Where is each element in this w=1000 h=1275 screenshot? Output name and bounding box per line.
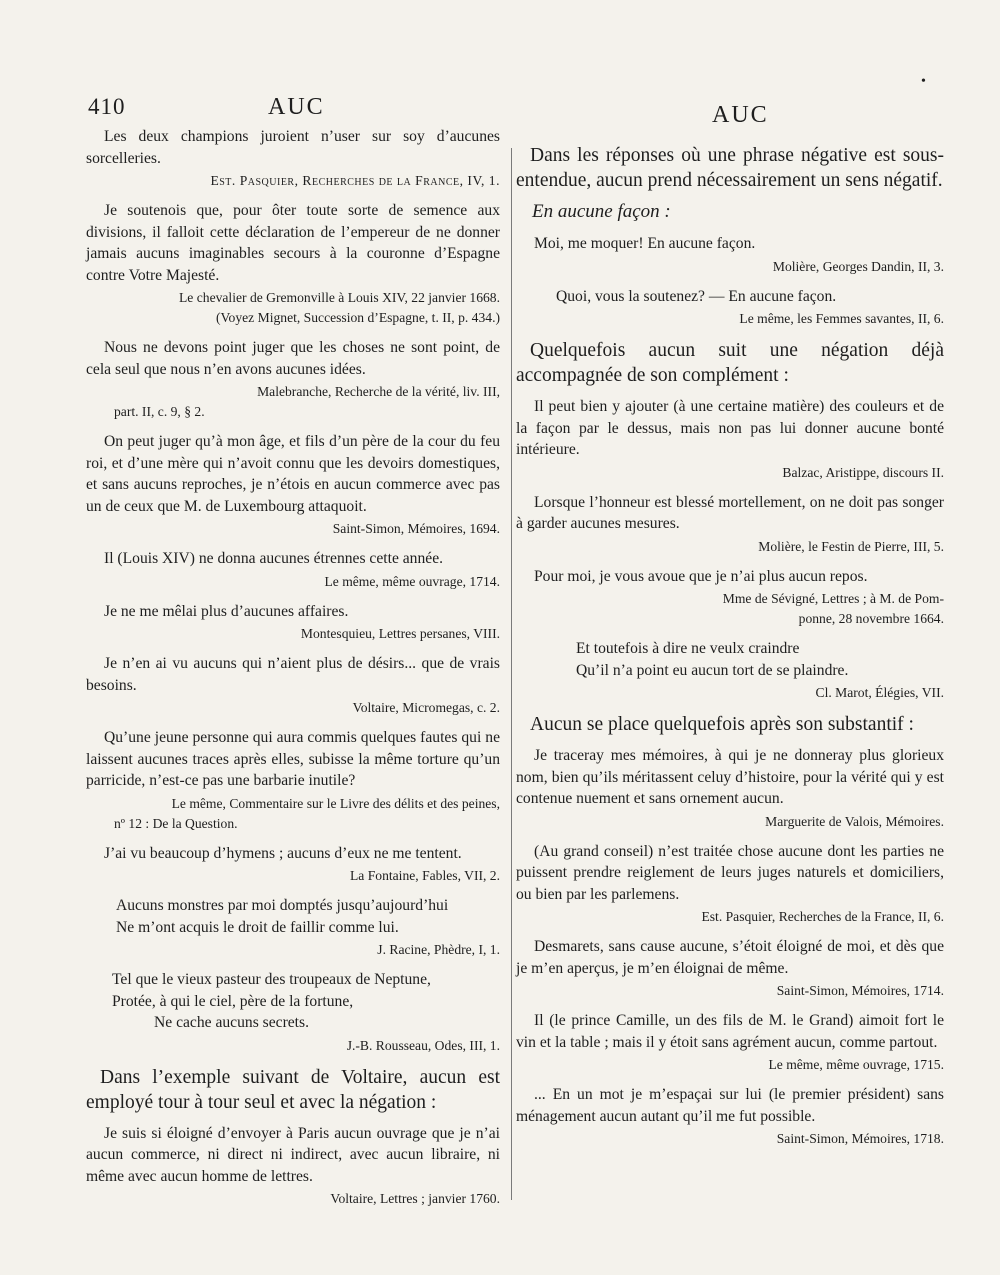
quote-citation: Le chevalier de Gremonville à Louis XIV, 22 janvier 1668. <box>179 290 500 305</box>
quote-citation: Malebranche, Recherche de la vérité, liv. III, <box>257 384 500 399</box>
quote-text: Il (le prince Camille, un des fils de M. le Grand) aimoit fort le vin et la table ; mais il y étoit sans agrément aucun, comme partout. <box>516 1012 944 1051</box>
quote-citation-secondary: nº 12 : De la Question. <box>114 815 238 831</box>
quote-text: (Au grand conseil) n’est traitée chose aucune dont les parties ne puissent prendre reiglement de leurs juges naturels et domiciliers, ou bien par les parlemens. <box>516 842 944 903</box>
quote-citation: Voltaire, Micromegas, c. 2. <box>352 700 500 715</box>
quote-malebranche <box>86 337 500 422</box>
quote-citation: Saint-Simon, Mémoires, 1714. <box>776 983 944 998</box>
right-column <box>516 143 944 1158</box>
quote-citation: J. Racine, Phèdre, I, 1. <box>377 942 500 957</box>
quote-citation-secondary: part. II, c. 9, § 2. <box>114 404 205 419</box>
quote-balzac <box>516 396 944 483</box>
quote-citation-secondary: ponne, 28 novembre 1664. <box>798 611 944 626</box>
section-heading: Aucun se place quelquefois après son substantif : <box>530 714 914 735</box>
quote-text: Les deux champions juroient n’user sur soy d’aucunes sorcelleries. <box>86 128 500 167</box>
quote-citation: Est. Pasquier, Recherches de la France, IV, 1. <box>210 173 500 188</box>
quote-voltaire-commentaire <box>86 727 500 834</box>
quote-citation: Le même, même ouvrage, 1714. <box>324 573 500 589</box>
quote-marguerite <box>516 745 944 832</box>
quote-moliere-dandin <box>516 233 944 277</box>
quote-pasquier-2 <box>516 841 944 928</box>
quote-citation: Saint-Simon, Mémoires, 1694. <box>332 521 500 536</box>
quote-text: Je traceray mes mémoires, à qui je ne donneray plus glorieux nom, bien qu’ils méritassent celuy d’histoire, pour la vérité qui y est contenue nuement et sans ornement aucun. <box>516 747 944 807</box>
quote-citation: Le même, Commentaire sur le Livre des délits et des peines, <box>171 795 500 811</box>
quote-text: Il (Louis XIV) ne donna aucunes étrennes cette année. <box>104 550 444 567</box>
quote-text: J’ai vu beaucoup d’hymens ; aucuns d’eux ne me tentent. <box>104 844 462 862</box>
quote-pasquier <box>86 126 500 191</box>
page-number: 410 <box>88 94 126 119</box>
quote-citation: Voltaire, Lettres ; janvier 1760. <box>330 1191 500 1206</box>
quote-citation: Saint-Simon, Mémoires, 1718. <box>776 1131 944 1146</box>
quote-saint-simon-1714 <box>86 548 500 592</box>
column-divider <box>511 148 512 1200</box>
stray-dot: • <box>921 74 926 89</box>
quote-saint-simon-camille <box>516 1010 944 1075</box>
verse-line: Ne m’ont acquis le droit de faillir comme lui. <box>116 918 399 936</box>
quote-montesquieu <box>86 601 500 645</box>
quote-sevigne <box>516 566 944 630</box>
quote-text: Qu’une jeune personne qui aura commis quelques fautes qui ne laissent aucunes traces après elles, subisse la même torture qu’un parricide, n’est-ce pas une barbarie inutile? <box>86 729 500 789</box>
quote-text: Quoi, vous la soutenez? — En aucune façon. <box>556 287 837 305</box>
quote-citation: Montesquieu, Lettres persanes, VIII. <box>300 626 500 641</box>
quote-rousseau <box>86 969 500 1056</box>
quote-text: On peut juger qu’à mon âge, et fils d’un père de la cour du feu roi, et d’une mère qui n’avoit connu que les devoirs domestiques, et sans aucuns reproches, je n’étois en aucun commerce avec pas un de ceux que M. de Luxembourg attaquoit. <box>86 433 500 515</box>
quote-text: Je ne me mêlai plus d’aucunes affaires. <box>104 602 349 620</box>
quote-text: Je suis si éloigné d’envoyer à Paris aucun ouvrage que je n’ai aucun commerce, ni direct ni indirect, avec aucun libraire, ni même avec aucun homme de lettres. <box>86 1124 500 1185</box>
verse-line: Qu’il n’a point eu aucun tort de se plaindre. <box>576 661 849 679</box>
quote-la-fontaine <box>86 843 500 887</box>
quote-text: Desmarets, sans cause aucune, s’étoit éloigné de moi, et dès que je m’en aperçus, je m’en éloignai de même. <box>516 938 944 977</box>
quote-saint-simon-president <box>516 1084 944 1149</box>
quote-saint-simon-1694 <box>86 431 500 539</box>
verse-line: Ne cache aucuns secrets. <box>154 1014 309 1031</box>
verse-line: Protée, à qui le ciel, père de la fortune, <box>112 992 354 1010</box>
quote-saint-simon-desmarets <box>516 936 944 1001</box>
quote-femmes-savantes <box>516 286 944 330</box>
quote-text: Je n’en ai vu aucuns qui n’aient plus de désirs... que de vrais besoins. <box>86 655 500 694</box>
sub-heading: En aucune façon : <box>532 201 671 222</box>
quote-racine <box>86 895 500 960</box>
quote-text: ... En un mot je m’espaçai sur lui (le premier président) sans ménagement aucun autant qu’il me fut possible. <box>516 1086 944 1125</box>
verse-line: Aucuns monstres par moi domptés jusqu’aujourd’hui <box>116 897 449 914</box>
quote-text: Je soutenois que, pour ôter toute sorte de semence aux divisions, il falloit cette déclaration de l’empereur de ne donner jamais aucuns imaginables secours à la couronne d’Espagne contre Votre Majesté. <box>86 202 500 284</box>
section-heading: Dans les réponses où une phrase négative est sous-entendue, aucun prend nécessairement un sens négatif. <box>516 145 944 191</box>
verse-line: Et toutefois à dire ne veulx craindre <box>576 640 800 657</box>
quote-citation: Molière, le Festin de Pierre, III, 5. <box>758 538 944 554</box>
verse-line: Tel que le vieux pasteur des troupeaux de Neptune, <box>112 971 431 988</box>
quote-citation: Le même, les Femmes savantes, II, 6. <box>739 311 944 326</box>
section-heading: Quelquefois aucun suit une négation déjà accompagnée de son complément : <box>516 340 944 386</box>
quote-citation: J.-B. Rousseau, Odes, III, 1. <box>346 1037 500 1053</box>
section-heading: Dans l’exemple suivant de Voltaire, aucun est employé tour à tour seul et avec la négation : <box>86 1066 500 1113</box>
quote-festin <box>516 492 944 557</box>
quote-voltaire-micromegas <box>86 653 500 718</box>
quote-citation: Molière, Georges Dandin, II, 3. <box>772 258 944 274</box>
quote-text: Nous ne devons point juger que les choses ne sont point, de cela seul que nous n’en avons aucunes idées. <box>86 339 500 378</box>
quote-citation-secondary: (Voyez Mignet, Succession d’Espagne, t. II, p. 434.) <box>215 310 500 325</box>
running-head-left: AUC <box>268 94 325 120</box>
quote-citation: Est. Pasquier, Recherches de la France, II, 6. <box>701 909 944 924</box>
quote-text: Pour moi, je vous avoue que je n’ai plus aucun repos. <box>534 567 868 585</box>
quote-citation: Cl. Marot, Élégies, VII. <box>815 685 944 700</box>
quote-citation: Le même, même ouvrage, 1715. <box>768 1057 944 1072</box>
quote-citation: La Fontaine, Fables, VII, 2. <box>349 868 500 883</box>
quote-marot <box>516 638 944 703</box>
quote-citation: Mme de Sévigné, Lettres ; à M. de Pom- <box>722 591 944 606</box>
quote-voltaire-lettres <box>86 1123 500 1210</box>
quote-text: Moi, me moquer! En aucune façon. <box>534 235 756 252</box>
running-head-right: AUC <box>712 102 769 128</box>
left-column <box>86 126 500 1218</box>
quote-citation: Balzac, Aristippe, discours II. <box>782 464 944 480</box>
quote-gremonville <box>86 200 500 328</box>
quote-text: Il peut bien y ajouter (à une certaine matière) des couleurs et de la façon par le dessus, mais non pas lui donner aucune bonté intérieure. <box>516 398 944 458</box>
quote-citation: Marguerite de Valois, Mémoires. <box>765 813 944 829</box>
quote-text: Lorsque l’honneur est blessé mortellement, on ne doit pas songer à garder aucunes mesures. <box>516 493 944 532</box>
